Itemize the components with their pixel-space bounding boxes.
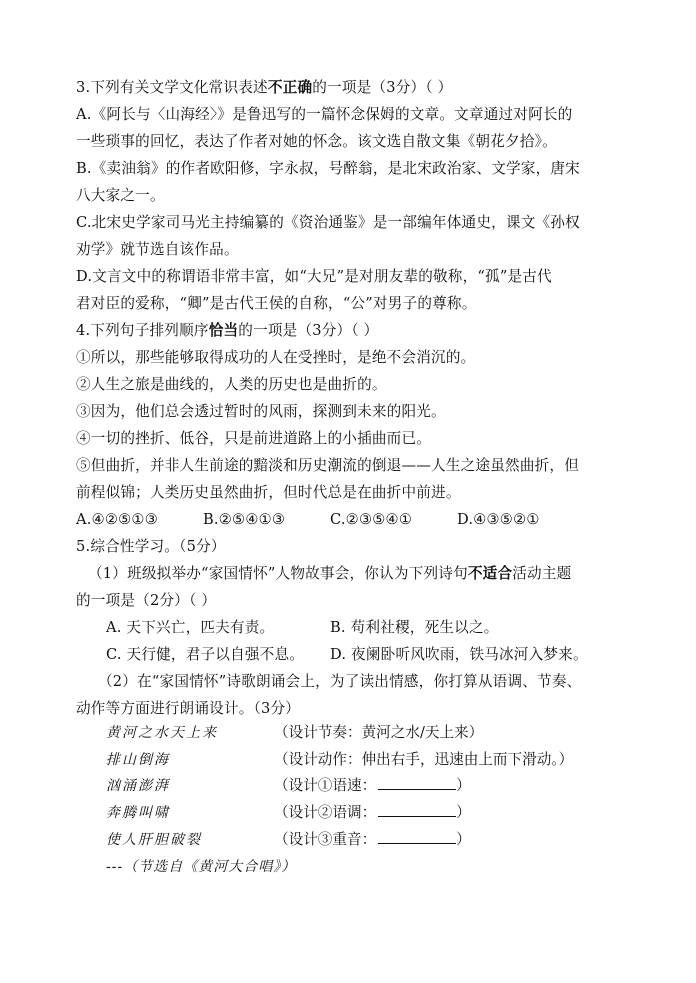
poem-verse: 黄河之水天上来 bbox=[106, 725, 218, 741]
answer-blank[interactable] bbox=[378, 831, 456, 844]
answer-blank[interactable] bbox=[378, 777, 456, 790]
q4-sentence: ④一切的挫折、低谷，只是前进道路上的小插曲而已。 bbox=[76, 430, 432, 447]
q4-sentence: ②人生之旅是曲线的，人类的历史也是曲折的。 bbox=[76, 376, 387, 393]
poem-verse: 排山倒海 bbox=[106, 752, 170, 768]
q3-stem bbox=[76, 78, 452, 98]
poem-verse: 使人肝胆破裂 bbox=[106, 832, 202, 848]
poem-verse: 汹涌澎湃 bbox=[106, 778, 170, 794]
q4-sentence: ③因为，他们总会透过暂时的风雨，探测到未来的阳光。 bbox=[76, 403, 446, 420]
q3-line: C.北宋史学家司马光主持编纂的《资治通鉴》是一部编年体通史，课文《孙权 bbox=[76, 214, 580, 231]
poem-design: （设计节奏：黄河之水/天上来） bbox=[274, 724, 484, 741]
poem-design-blank bbox=[274, 803, 471, 823]
q4-sentence: ⑤但曲折，并非人生前途的黯淡和历史潮流的倒退——人生之途虽然曲折，但 bbox=[76, 457, 579, 474]
q3-line: 八大家之一。 bbox=[76, 187, 165, 204]
q3-line: B.《卖油翁》的作者欧阳修，字永叔，号醉翁，是北宋政治家、文学家，唐宋 bbox=[76, 160, 580, 177]
answer-blank[interactable] bbox=[378, 804, 456, 817]
poem-source: ---（节选自《黄河大合唱》） bbox=[106, 859, 297, 875]
q4-option-c: C.②③⑤④① bbox=[330, 511, 413, 528]
q5-part1-stem bbox=[88, 564, 571, 584]
q5-option-b: B. 苟利社稷，死生以之。 bbox=[330, 619, 499, 636]
q4-sentence: ①所以，那些能够取得成功的人在受挫时，是绝不会消沉的。 bbox=[76, 349, 476, 366]
q4-stem bbox=[76, 321, 378, 341]
q3-line: D.文言文中的称谓语非常丰富，如“大兄”是对朋友辈的敬称，“孤”是古代 bbox=[76, 268, 552, 285]
q3-line: A.《阿长与〈山海经〉》是鲁迅写的一篇怀念保姆的文章。文章通过对阿长的 bbox=[76, 106, 573, 123]
q5-part2-line2: 动作等方面进行朗诵设计。（3分） bbox=[76, 700, 301, 717]
poem-design-blank bbox=[274, 776, 471, 796]
q4-stem-text: 4.下列句子排列顺序 bbox=[76, 322, 209, 339]
q5-part1-line2: 的一项是（2分）（ ） bbox=[76, 592, 217, 609]
close-paren: ） bbox=[456, 831, 471, 848]
q5-part2-stem: （2）在“家国情怀”诗歌朗诵会上，为了读出情感，你打算从语调、节奏、 bbox=[98, 673, 582, 690]
poem-design: （设计动作：伸出右手，迅速由上而下滑动。） bbox=[274, 751, 574, 768]
q5-title: 5.综合性学习。（5分） bbox=[76, 538, 226, 555]
q3-stem-text: 3.下列有关文学文化常识表述 bbox=[76, 79, 268, 96]
close-paren: ） bbox=[456, 804, 471, 821]
q4-option-b: B.②⑤④①③ bbox=[203, 511, 286, 528]
q5-part1-bold: 不适合 bbox=[467, 565, 513, 582]
q5-part1-tail: 活动主题 bbox=[512, 565, 572, 582]
poem-verse: 奔腾叫啸 bbox=[106, 805, 170, 821]
q5-option-c: C. 天行健，君子以自强不息。 bbox=[106, 646, 305, 663]
q4-stem-bold: 恰当 bbox=[208, 322, 239, 339]
q4-stem-tail: 的一项是（3分）（ ） bbox=[238, 322, 379, 339]
q4-option-a: A.④②⑤①③ bbox=[76, 511, 158, 528]
close-paren: ） bbox=[456, 777, 471, 794]
q5-option-a: A. 天下兴亡，匹夫有责。 bbox=[106, 619, 275, 636]
poem-design-blank bbox=[274, 830, 471, 850]
q3-line: 劝学》就节选自该作品。 bbox=[76, 241, 239, 258]
q3-stem-bold: 不正确 bbox=[267, 79, 313, 96]
q4-sentence: 前程似锦；人类历史虽然曲折，但时代总是在曲折中前进。 bbox=[76, 484, 461, 501]
q5-option-d: D. 夜阑卧听风吹雨，铁马冰河入梦来。 bbox=[330, 646, 588, 663]
q3-stem-tail: 的一项是（3分）（ ） bbox=[312, 79, 453, 96]
poem-design-label: （设计①语速： bbox=[274, 777, 377, 794]
q4-option-d: D.④③⑤②① bbox=[457, 511, 540, 528]
poem-design-label: （设计③重音： bbox=[274, 831, 377, 848]
q5-part1-text: （1）班级拟举办“家国情怀”人物故事会，你认为下列诗句 bbox=[88, 565, 468, 582]
q3-line: 君对臣的爱称，“卿”是古代王侯的自称，“公”对男子的尊称。 bbox=[76, 295, 477, 312]
q3-line: 一些琐事的回忆，表达了作者对她的怀念。该文选自散文集《朝花夕拾》。 bbox=[76, 133, 557, 150]
poem-design-label: （设计②语调： bbox=[274, 804, 377, 821]
